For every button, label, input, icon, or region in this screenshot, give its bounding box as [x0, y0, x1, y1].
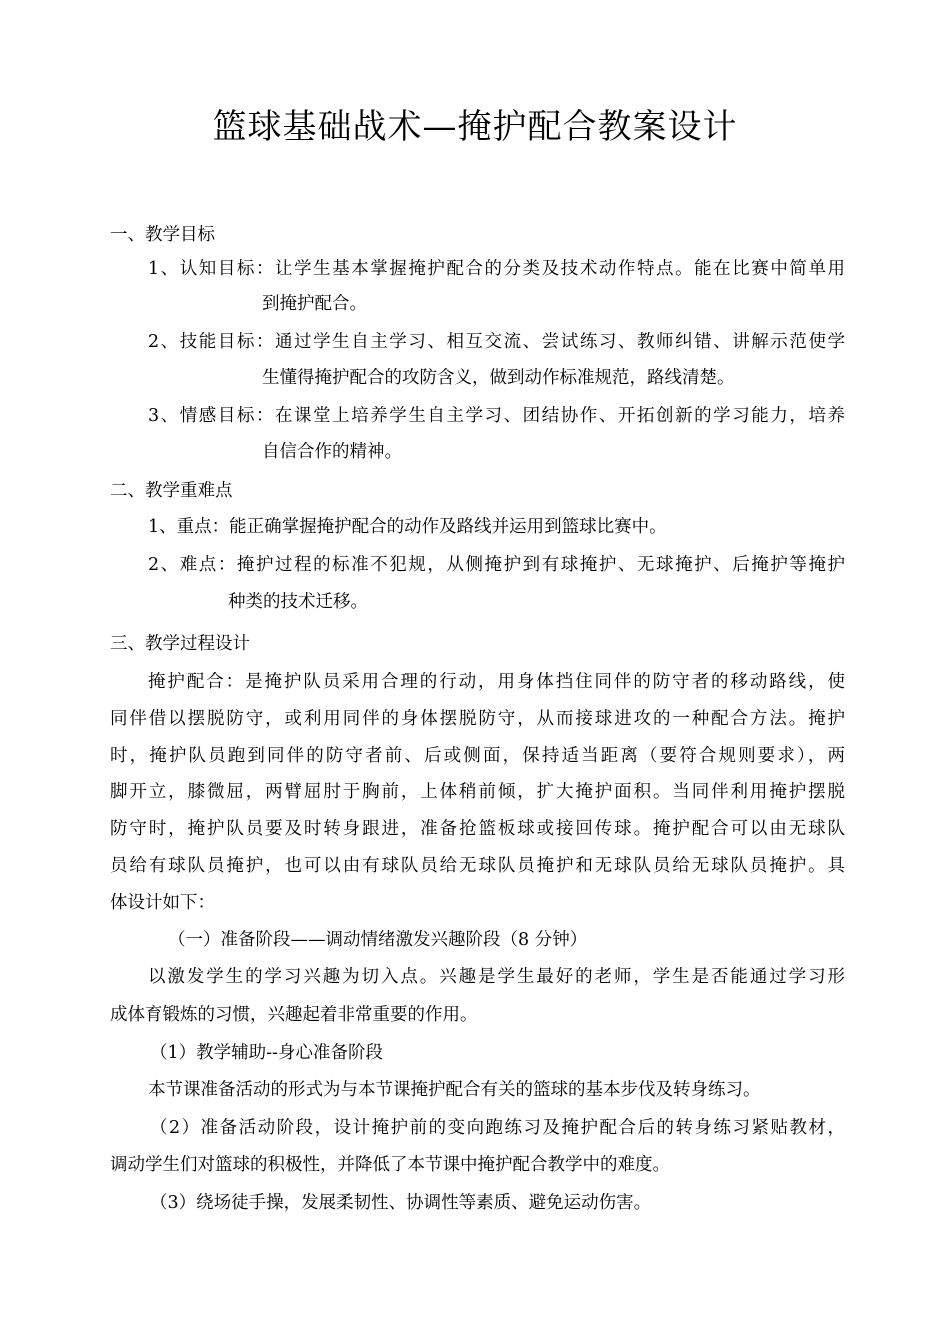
- key-point-focus: 1、重点：能正确掌握掩护配合的动作及路线并运用到篮球比赛中。: [148, 517, 667, 537]
- stage-heading-preparation: （一）准备阶段——调动情绪激发兴趣阶段（8 分钟）: [168, 930, 588, 950]
- objective-skill-line2: 生懂得掩护配合的攻防含义，做到动作标准规范，路线清楚。: [262, 368, 735, 388]
- screen-definition-line2: 同伴借以摆脱防守，或利用同伴的身体摆脱防守，从而接球进攻的一种配合方法。掩护: [110, 709, 845, 729]
- screen-definition-line7: 体设计如下：: [110, 893, 215, 913]
- screen-definition-line1: 掩护配合：是掩护队员采用合理的行动，用身体挡住同伴的防守者的移动路线，使: [148, 672, 845, 692]
- document-title: 篮球基础战术—掩护配合教案设计: [212, 107, 738, 147]
- section-heading-process: 三、教学过程设计: [110, 634, 250, 654]
- sub-text-1: 本节课准备活动的形式为与本节课掩护配合有关的篮球的基本步伐及转身练习。: [148, 1080, 761, 1100]
- key-point-difficulty-line1: 2、难点：掩护过程的标准不犯规，从侧掩护到有球掩护、无球掩护、后掩护等掩护: [148, 555, 845, 575]
- screen-definition-line5: 防守时，掩护队员要及时转身跟进，准备抢篮板球或接回传球。掩护配合可以由无球队: [110, 819, 845, 839]
- section-heading-objectives: 一、教学目标: [110, 225, 215, 245]
- section-heading-key-points: 二、教学重难点: [110, 481, 233, 501]
- objective-emotional-line2: 自信合作的精神。: [262, 442, 402, 462]
- sub-text-2-line2: 调动学生们对篮球的积极性，并降低了本节课中掩护配合教学中的难度。: [110, 1155, 670, 1175]
- stage-intro-line2: 成体育锻炼的习惯，兴趣起着非常重要的作用。: [110, 1005, 478, 1025]
- screen-definition-line4: 脚开立，膝微屈，两臂屈肘于胸前，上体稍前倾，扩大掩护面积。当同伴利用掩护摆脱: [110, 782, 845, 802]
- screen-definition-line6: 员给有球队员掩护，也可以由有球队员给无球队员掩护和无球队员给无球队员掩护。具: [110, 856, 845, 876]
- objective-cognitive-line1: 1、认知目标：让学生基本掌握掩护配合的分类及技术动作特点。能在比赛中简单用: [148, 259, 845, 279]
- sub-heading-1: （1）教学辅助--身心准备阶段: [150, 1043, 383, 1063]
- key-point-difficulty-line2: 种类的技术迁移。: [228, 592, 368, 612]
- stage-intro-line1: 以激发学生的学习兴趣为切入点。兴趣是学生最好的老师，学生是否能通过学习形: [148, 967, 845, 987]
- objective-skill-line1: 2、技能目标：通过学生自主学习、相互交流、尝试练习、教师纠错、讲解示范使学: [148, 332, 845, 352]
- sub-text-3: （3）绕场徒手操，发展柔韧性、协调性等素质、避免运动伤害。: [150, 1193, 652, 1213]
- sub-text-2-line1: （2）准备活动阶段，设计掩护前的变向跑练习及掩护配合后的转身练习紧贴教材，: [150, 1118, 845, 1138]
- objective-emotional-line1: 3、情感目标：在课堂上培养学生自主学习、团结协作、开拓创新的学习能力，培养: [148, 406, 845, 426]
- objective-cognitive-line2: 到掩护配合。: [262, 294, 367, 314]
- screen-definition-line3: 时，掩护队员跑到同伴的防守者前、后或侧面，保持适当距离（要符合规则要求），两: [110, 746, 845, 766]
